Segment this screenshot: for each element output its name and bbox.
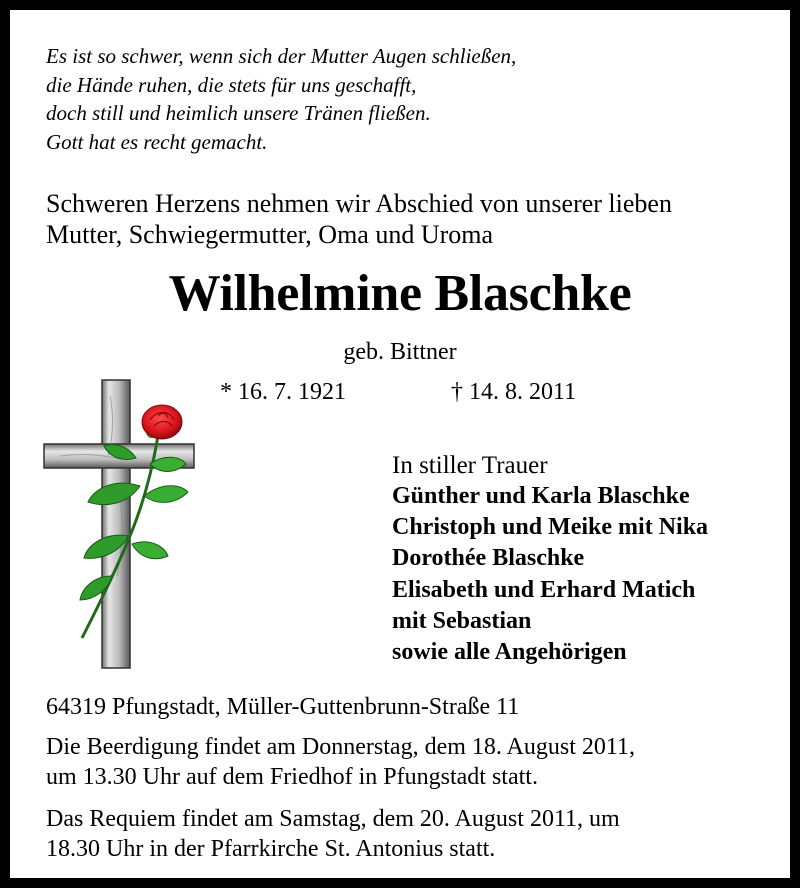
maiden-name: geb. Bittner xyxy=(343,339,457,365)
address: 64319 Pfungstadt, Müller-Guttenbrunn-Straße 11 xyxy=(46,694,520,720)
mourner-name: Günther und Karla Blaschke xyxy=(392,483,690,509)
mourner-name: Elisabeth und Erhard Matich xyxy=(392,576,696,603)
poem-line: die Hände ruhen, die stets für uns geschafft, xyxy=(46,72,417,97)
cross-with-rose-icon xyxy=(40,376,200,676)
requiem-line: Das Requiem findet am Samstag, dem 20. August 2011, um xyxy=(46,806,620,832)
poem-line: Es ist so schwer, wenn sich der Mutter Augen schließen, xyxy=(46,44,517,68)
death-date: † 14. 8. 2011 xyxy=(451,379,577,405)
mourner-name: sowie alle Angehörigen xyxy=(392,639,627,666)
intro-line: Mutter, Schwiegermutter, Oma und Uroma xyxy=(46,220,494,249)
poem xyxy=(46,42,516,156)
requiem-notice xyxy=(46,804,620,864)
mourner-name: Dorothée Blaschke xyxy=(392,545,585,572)
mourner-name: mit Sebastian xyxy=(392,607,532,634)
mourner-name: Christoph und Meike mit Nika xyxy=(392,514,709,541)
birth-date: * 16. 7. 1921 xyxy=(220,379,346,405)
poem-line: Gott hat es recht gemacht. xyxy=(46,129,268,154)
mourners-block xyxy=(392,451,708,668)
funeral-line: Die Beerdigung findet am Donnerstag, dem 18. August 2011, xyxy=(46,734,636,760)
intro-text xyxy=(46,188,672,250)
intro-line: Schweren Herzens nehmen wir Abschied von unserer lieben xyxy=(46,189,672,218)
mourning-heading: In stiller Trauer xyxy=(392,452,548,479)
requiem-line: 18.30 Uhr in der Pfarrkirche St. Antonius statt. xyxy=(46,836,496,862)
deceased-name: Wilhelmine Blaschke xyxy=(168,265,632,322)
poem-line: doch still und heimlich unsere Tränen fließen. xyxy=(46,101,431,125)
funeral-line: um 13.30 Uhr auf dem Friedhof in Pfungstadt statt. xyxy=(46,764,538,790)
funeral-notice xyxy=(46,732,635,792)
